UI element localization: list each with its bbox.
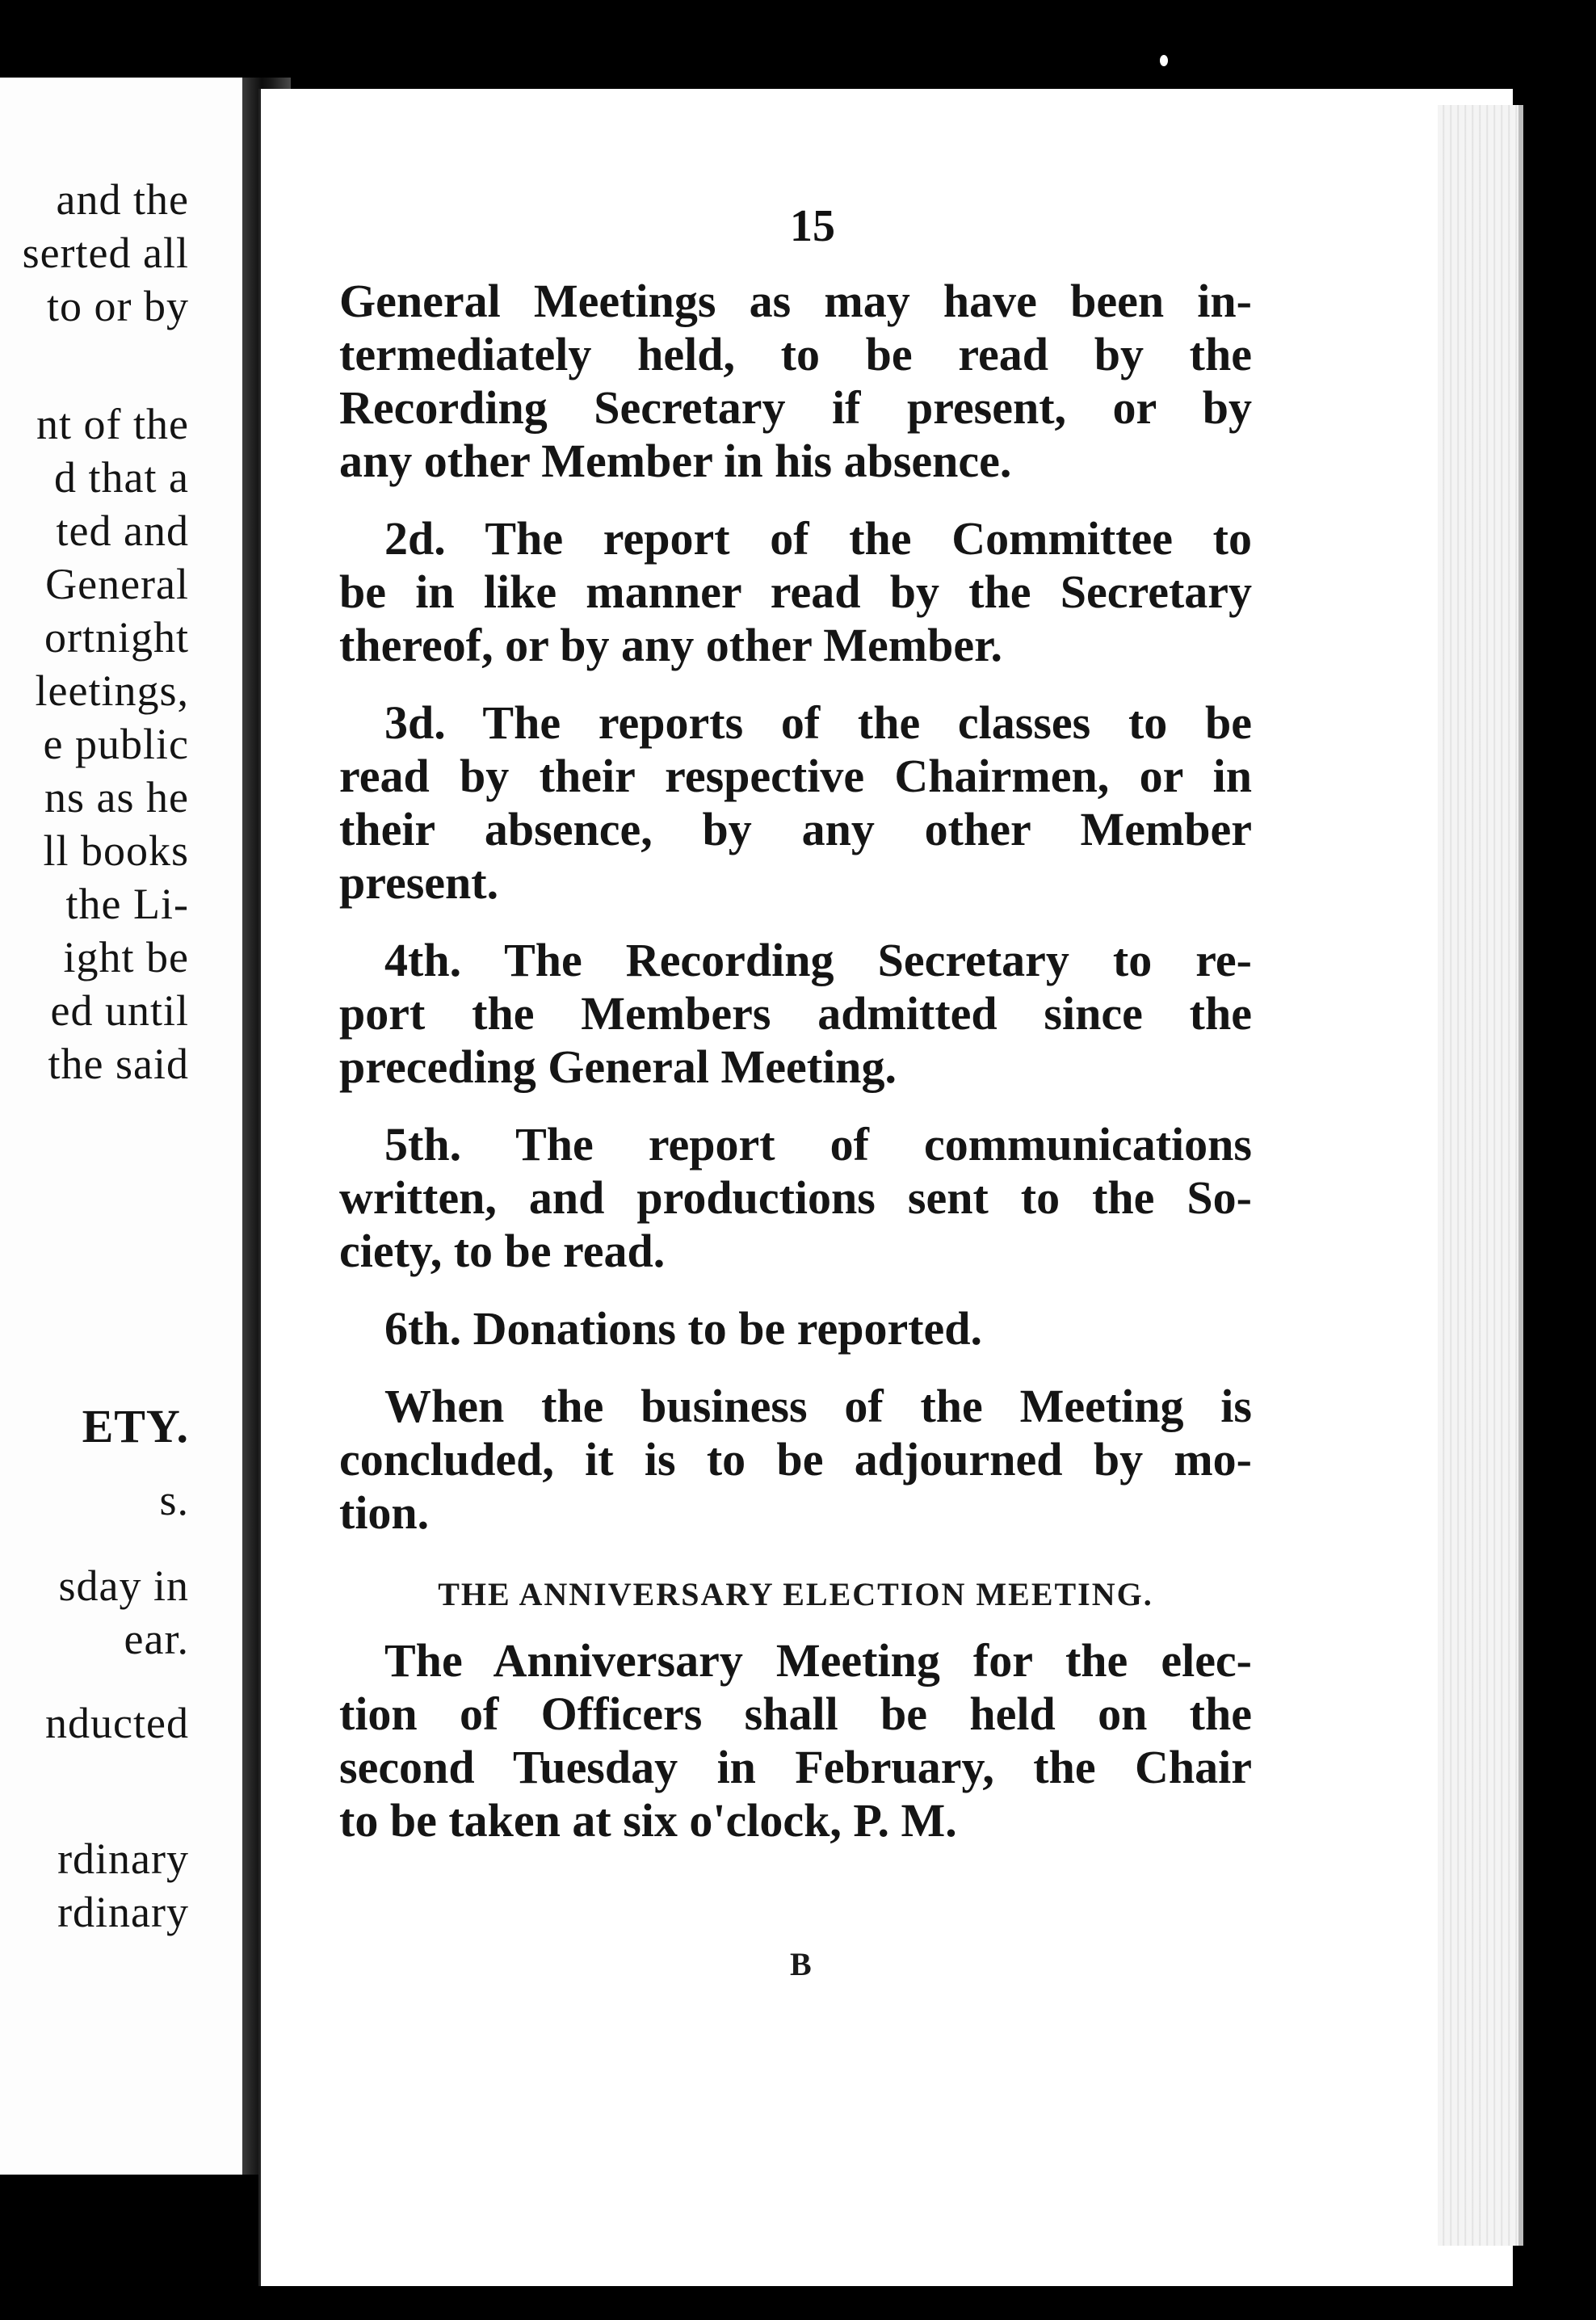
- paragraph: [339, 934, 1252, 1094]
- left-line: ight be: [63, 933, 189, 981]
- text-line: ciety, to be read.: [339, 1225, 666, 1277]
- left-line: ns as he: [44, 773, 189, 822]
- left-line: d that a: [54, 453, 189, 502]
- left-line: to or by: [47, 282, 189, 330]
- text-line: their absence, by any other Member: [339, 803, 1252, 855]
- text-line: 5th. The report of communications: [384, 1118, 1252, 1171]
- text-line: second Tuesday in February, the Chair: [339, 1741, 1252, 1793]
- left-line: s.: [159, 1476, 189, 1524]
- left-line: serted all: [22, 229, 189, 277]
- left-line: ted and: [56, 506, 189, 555]
- text-line: written, and productions sent to the So-: [339, 1171, 1252, 1224]
- paragraph: [339, 1302, 1252, 1355]
- page-number: 15: [790, 201, 835, 251]
- text-line: port the Members admitted since the: [339, 987, 1252, 1040]
- signature-mark: B: [790, 1946, 812, 1982]
- text-line: tion of Officers shall be held on the: [339, 1687, 1252, 1740]
- text-line: General Meetings as may have been in-: [339, 275, 1252, 327]
- text-line: tion.: [339, 1486, 430, 1539]
- text-line: any other Member in his absence.: [339, 435, 1012, 487]
- text-line: When the business of the Meeting is: [384, 1380, 1252, 1432]
- left-line: ed until: [50, 986, 189, 1035]
- paragraph: [339, 1118, 1252, 1278]
- paragraph: [339, 1380, 1252, 1540]
- text-line: preceding General Meeting.: [339, 1040, 897, 1093]
- left-heading: ETY.: [82, 1400, 189, 1452]
- text-line: 6th. Donations to be reported.: [384, 1302, 983, 1355]
- left-line: General: [45, 560, 189, 608]
- text-line: thereof, or by any other Member.: [339, 619, 1003, 671]
- left-line: nducted: [45, 1699, 189, 1747]
- text-line: present.: [339, 856, 499, 909]
- paragraph: [339, 275, 1252, 488]
- text-line: Recording Secretary if present, or by: [339, 381, 1252, 434]
- left-line: the Li-: [65, 880, 189, 928]
- text-line: termediately held, to be read by the: [339, 328, 1252, 380]
- left-line: rdinary: [57, 1835, 189, 1883]
- left-line: leetings,: [35, 666, 189, 715]
- scan-speck: [1160, 55, 1168, 66]
- left-line: ll books: [43, 826, 189, 875]
- page-edges: [1438, 105, 1523, 2246]
- text-line: be in like manner read by the Secretary: [339, 565, 1252, 618]
- left-facing-page: [0, 78, 275, 2175]
- paragraph: [339, 512, 1252, 672]
- text-line: concluded, it is to be adjourned by mo-: [339, 1433, 1252, 1486]
- left-line: and the: [56, 175, 189, 224]
- left-line: the said: [48, 1040, 189, 1088]
- text-line: 2d. The report of the Committee to: [384, 512, 1252, 565]
- section-heading: THE ANNIVERSARY ELECTION MEETING.: [438, 1576, 1153, 1612]
- left-line: ortnight: [44, 613, 189, 662]
- text-line: 4th. The Recording Secretary to re-: [384, 934, 1252, 986]
- text-line: read by their respective Chairmen, or in: [339, 750, 1252, 802]
- text-line: The Anniversary Meeting for the elec-: [384, 1634, 1252, 1687]
- main-text-block: [339, 275, 1252, 1872]
- paragraph: [339, 1634, 1252, 1847]
- left-line: ear.: [124, 1615, 189, 1663]
- text-line: 3d. The reports of the classes to be: [384, 696, 1252, 749]
- paragraph: [339, 696, 1252, 910]
- text-line: to be taken at six o'clock, P. M.: [339, 1794, 957, 1847]
- left-line: nt of the: [36, 400, 189, 448]
- left-line: rdinary: [57, 1888, 189, 1936]
- left-line: e public: [43, 720, 189, 768]
- left-line: sday in: [58, 1561, 189, 1610]
